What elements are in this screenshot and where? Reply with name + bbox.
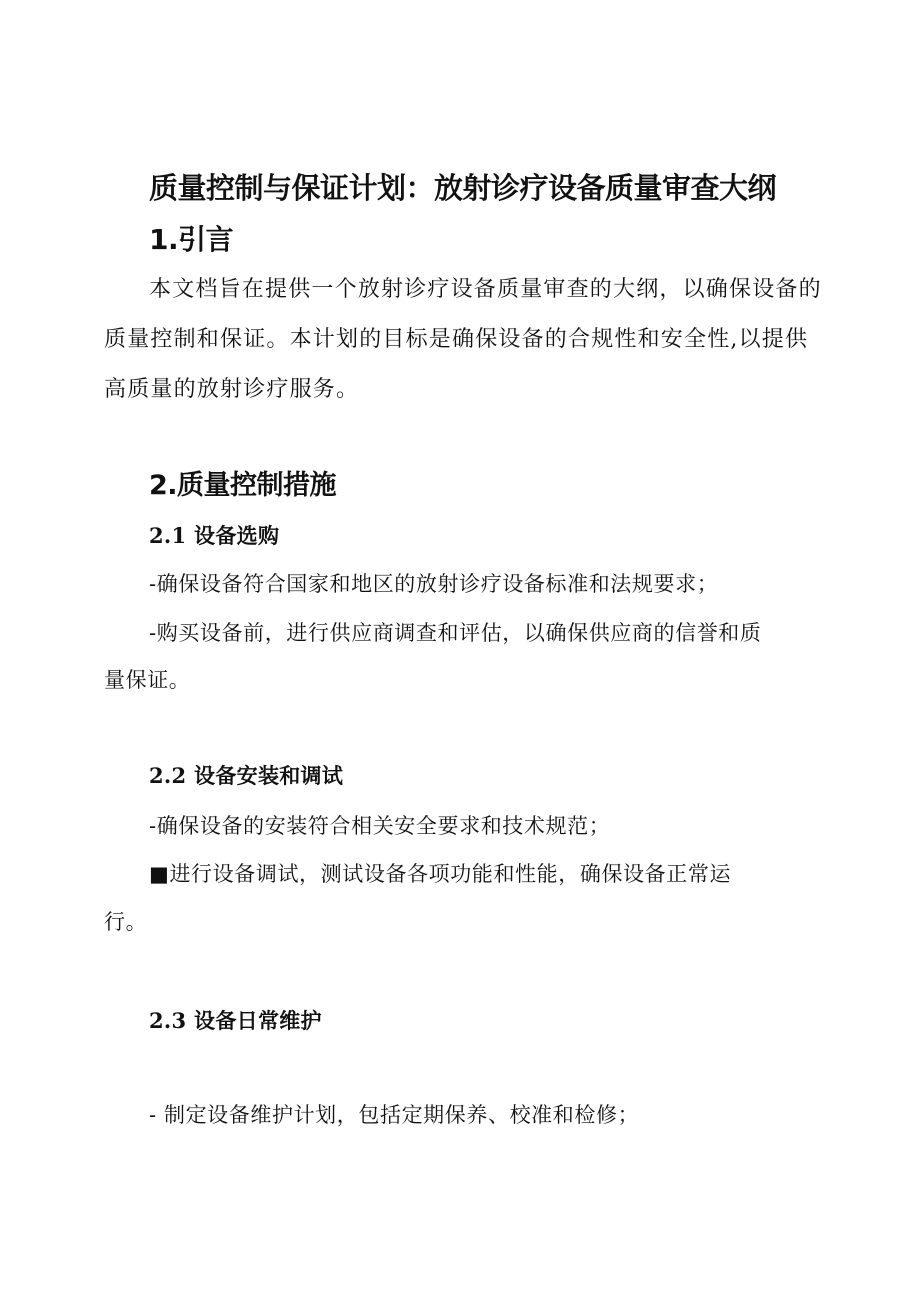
- subsection-2-1-line-3: 量保证。: [104, 668, 191, 692]
- section-1-paragraph-line-3: 高质量的放射诊疗服务。: [104, 377, 360, 402]
- section-1-paragraph-line-1: 本文档旨在提供一个放射诊疗设备质量审查的大纲，以确保设备的: [149, 277, 822, 302]
- subsection-2-2-line-2: ■进行设备调试，测试设备各项功能和性能，确保设备正常运: [149, 862, 732, 886]
- subsection-2-3-line-1: - 制定设备维护计划，包括定期保养、校准和检修；: [149, 1103, 640, 1127]
- subsection-2-2-heading: 2.2 设备安装和调试: [149, 763, 344, 788]
- subsection-2-1-line-2: -购买设备前，进行供应商调查和评估，以确保供应商的信誉和质: [149, 621, 762, 645]
- section-2-heading: 2.质量控制措施: [149, 470, 337, 501]
- subsection-2-2-line-1: -确保设备的安装符合相关安全要求和技术规范；: [149, 814, 611, 838]
- subsection-2-1-heading: 2.1 设备选购: [149, 523, 280, 548]
- section-1-paragraph-line-2: 质量控制和保证。本计划的目标是确保设备的合规性和安全性,以提供: [104, 327, 809, 352]
- subsection-2-2-line-3: 行。: [104, 910, 148, 934]
- subsection-2-3-heading: 2.3 设备日常维护: [149, 1008, 322, 1033]
- subsection-2-1-line-1: -确保设备符合国家和地区的放射诊疗设备标准和法规要求；: [149, 572, 719, 596]
- section-1-heading: 1.引言: [149, 223, 234, 256]
- document-title: 质量控制与保证计划：放射诊疗设备质量审查大纲: [149, 171, 777, 205]
